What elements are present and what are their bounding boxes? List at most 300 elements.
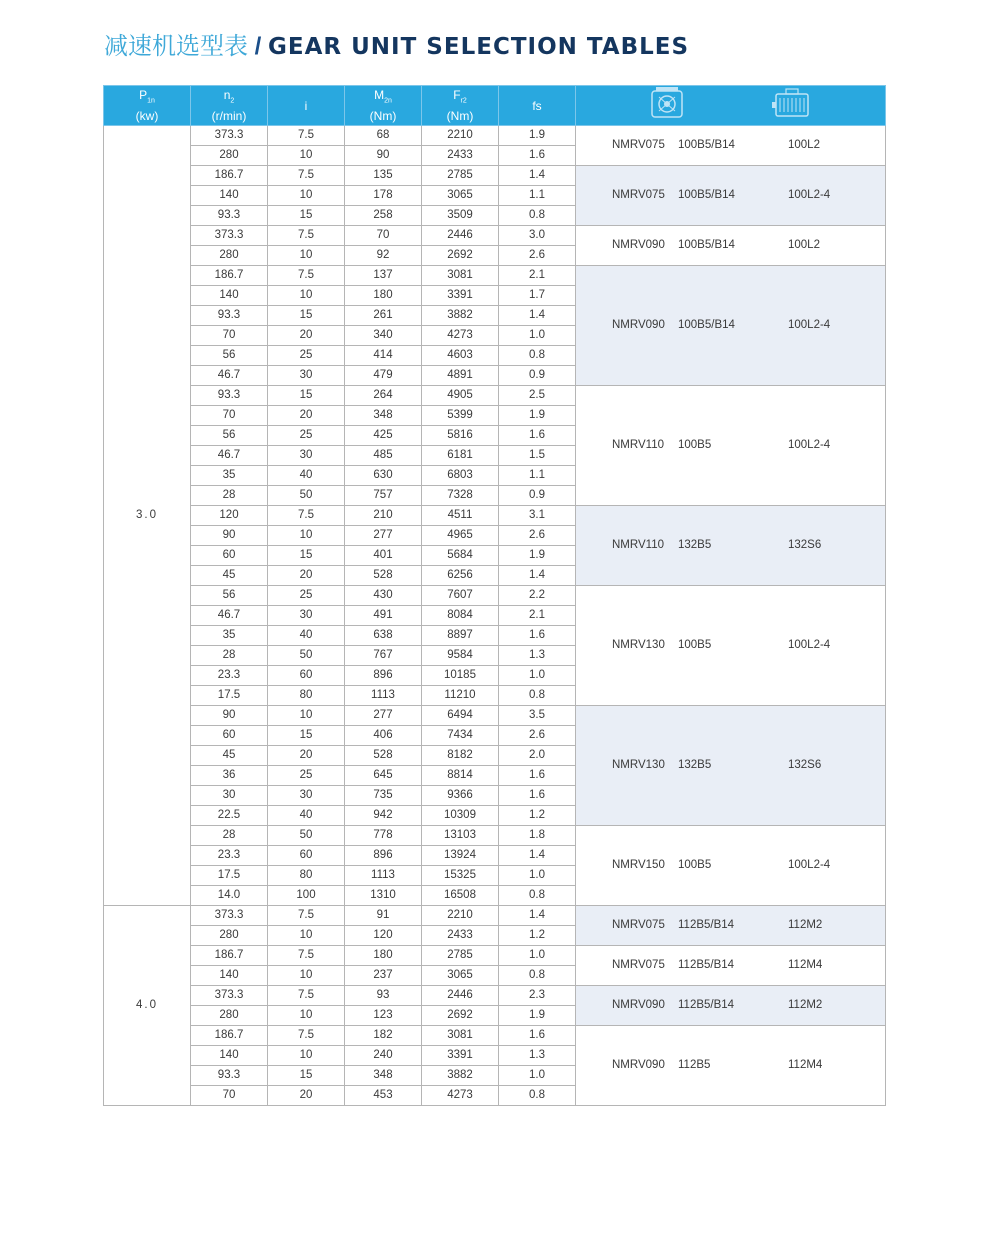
torque-cell: 896: [345, 846, 422, 866]
speed-cell: 56: [191, 346, 268, 366]
radial-load-cell: 4273: [422, 326, 499, 346]
table-row: [104, 226, 886, 246]
flange-code: 100B5/B14: [678, 319, 735, 331]
radial-load-cell: 3391: [422, 286, 499, 306]
radial-load-cell: 2785: [422, 946, 499, 966]
ratio-cell: 50: [268, 646, 345, 666]
torque-cell: 68: [345, 126, 422, 146]
flange-code: 112B5/B14: [678, 999, 735, 1011]
ratio-cell: 10: [268, 926, 345, 946]
speed-cell: 28: [191, 646, 268, 666]
model-code: NMRV130: [612, 759, 665, 771]
ratio-cell: 7.5: [268, 1026, 345, 1046]
service-factor-cell: 2.6: [499, 726, 576, 746]
radial-load-cell: 7328: [422, 486, 499, 506]
ratio-cell: 15: [268, 206, 345, 226]
speed-cell: 17.5: [191, 686, 268, 706]
speed-cell: 93.3: [191, 306, 268, 326]
table-row: [104, 906, 886, 926]
service-factor-cell: 1.6: [499, 626, 576, 646]
torque-cell: 261: [345, 306, 422, 326]
service-factor-cell: 0.8: [499, 1086, 576, 1106]
power-cell: 3.0: [104, 126, 191, 906]
speed-cell: 35: [191, 626, 268, 646]
speed-cell: 93.3: [191, 386, 268, 406]
ratio-cell: 25: [268, 346, 345, 366]
radial-load-cell: 4965: [422, 526, 499, 546]
header-output-speed: $n_2$ (r/min): [191, 86, 268, 126]
ratio-cell: 25: [268, 766, 345, 786]
radial-load-cell: 2692: [422, 1006, 499, 1026]
service-factor-cell: 1.6: [499, 1026, 576, 1046]
title-english: GEAR UNIT SELECTION TABLES: [268, 34, 690, 60]
header-ratio: i: [268, 86, 345, 126]
table-row: [104, 506, 886, 526]
torque-cell: 942: [345, 806, 422, 826]
torque-cell: 120: [345, 926, 422, 946]
ratio-cell: 20: [268, 406, 345, 426]
ratio-cell: 60: [268, 666, 345, 686]
ratio-cell: 7.5: [268, 126, 345, 146]
torque-cell: 414: [345, 346, 422, 366]
torque-cell: 210: [345, 506, 422, 526]
torque-cell: 258: [345, 206, 422, 226]
motor-code: 100L2-4: [788, 439, 831, 451]
ratio-cell: 80: [268, 866, 345, 886]
flange-code: 112B5/B14: [678, 919, 735, 931]
gear-unit-model-cell: [576, 226, 886, 266]
table-row: [104, 166, 886, 186]
speed-cell: 14.0: [191, 886, 268, 906]
speed-cell: 140: [191, 286, 268, 306]
service-factor-cell: 0.9: [499, 366, 576, 386]
ratio-cell: 10: [268, 1006, 345, 1026]
speed-cell: 23.3: [191, 846, 268, 866]
speed-cell: 373.3: [191, 986, 268, 1006]
motor-code: 100L2-4: [788, 319, 831, 331]
ratio-cell: 10: [268, 706, 345, 726]
radial-load-cell: 16508: [422, 886, 499, 906]
table-row: [104, 706, 886, 726]
radial-load-cell: 2433: [422, 146, 499, 166]
speed-cell: 70: [191, 406, 268, 426]
radial-load-cell: 2692: [422, 246, 499, 266]
model-code: NMRV075: [612, 959, 665, 971]
speed-cell: 373.3: [191, 906, 268, 926]
service-factor-cell: 1.5: [499, 446, 576, 466]
service-factor-cell: 1.3: [499, 646, 576, 666]
ratio-cell: 10: [268, 966, 345, 986]
speed-cell: 186.7: [191, 946, 268, 966]
ratio-cell: 30: [268, 446, 345, 466]
ratio-cell: 50: [268, 826, 345, 846]
gear-unit-model-cell: [576, 506, 886, 586]
table-row: [104, 266, 886, 286]
ratio-cell: 20: [268, 566, 345, 586]
model-code: NMRV075: [612, 139, 665, 151]
table-body: [104, 126, 886, 1106]
service-factor-cell: 1.1: [499, 186, 576, 206]
torque-cell: 896: [345, 666, 422, 686]
service-factor-cell: 1.0: [499, 946, 576, 966]
radial-load-cell: 3081: [422, 266, 499, 286]
radial-load-cell: 3882: [422, 1066, 499, 1086]
gear-unit-model-cell: [576, 946, 886, 986]
service-factor-cell: 2.1: [499, 266, 576, 286]
radial-load-cell: 11210: [422, 686, 499, 706]
flange-code: 100B5: [678, 439, 712, 451]
radial-load-cell: 5399: [422, 406, 499, 426]
table-row: [104, 586, 886, 606]
model-code: NMRV150: [612, 859, 665, 871]
speed-cell: 373.3: [191, 226, 268, 246]
torque-cell: 277: [345, 706, 422, 726]
speed-cell: 28: [191, 486, 268, 506]
speed-cell: 93.3: [191, 206, 268, 226]
radial-load-cell: 15325: [422, 866, 499, 886]
service-factor-cell: 1.7: [499, 286, 576, 306]
radial-load-cell: 4905: [422, 386, 499, 406]
torque-cell: 137: [345, 266, 422, 286]
torque-cell: 240: [345, 1046, 422, 1066]
flange-code: 100B5/B14: [678, 139, 735, 151]
motor-code: 112M4: [788, 959, 823, 971]
ratio-cell: 7.5: [268, 166, 345, 186]
motor-code: 100L2: [788, 239, 820, 251]
speed-cell: 186.7: [191, 266, 268, 286]
speed-cell: 56: [191, 426, 268, 446]
title-chinese: 减速机选型表: [104, 32, 248, 60]
model-code: NMRV130: [612, 639, 665, 651]
flange-code: 100B5: [678, 639, 712, 651]
torque-cell: 348: [345, 1066, 422, 1086]
radial-load-cell: 3882: [422, 306, 499, 326]
torque-cell: 528: [345, 746, 422, 766]
torque-cell: 406: [345, 726, 422, 746]
ratio-cell: 7.5: [268, 906, 345, 926]
motor-icon: [772, 87, 812, 124]
speed-cell: 46.7: [191, 446, 268, 466]
torque-cell: 277: [345, 526, 422, 546]
flange-code: 100B5/B14: [678, 189, 735, 201]
motor-code: 112M2: [788, 999, 823, 1011]
ratio-cell: 60: [268, 846, 345, 866]
model-code: NMRV090: [612, 239, 665, 251]
radial-load-cell: 2785: [422, 166, 499, 186]
service-factor-cell: 2.6: [499, 526, 576, 546]
service-factor-cell: 0.9: [499, 486, 576, 506]
ratio-cell: 15: [268, 386, 345, 406]
torque-cell: 180: [345, 286, 422, 306]
service-factor-cell: 2.1: [499, 606, 576, 626]
service-factor-cell: 1.1: [499, 466, 576, 486]
torque-cell: 491: [345, 606, 422, 626]
table-row: [104, 826, 886, 846]
torque-cell: 92: [345, 246, 422, 266]
speed-cell: 70: [191, 1086, 268, 1106]
speed-cell: 28: [191, 826, 268, 846]
torque-cell: 757: [345, 486, 422, 506]
service-factor-cell: 1.3: [499, 1046, 576, 1066]
header-output-torque: $M_{2n}$ (Nm): [345, 86, 422, 126]
torque-cell: 778: [345, 826, 422, 846]
table-row: [104, 946, 886, 966]
radial-load-cell: 8084: [422, 606, 499, 626]
flange-code: 112B5: [678, 1059, 711, 1071]
torque-cell: 182: [345, 1026, 422, 1046]
motor-code: 100L2-4: [788, 859, 831, 871]
ratio-cell: 80: [268, 686, 345, 706]
power-cell: 4.0: [104, 906, 191, 1106]
service-factor-cell: 1.6: [499, 766, 576, 786]
radial-load-cell: 13103: [422, 826, 499, 846]
torque-cell: 430: [345, 586, 422, 606]
torque-cell: 528: [345, 566, 422, 586]
torque-cell: 1113: [345, 686, 422, 706]
speed-cell: 140: [191, 966, 268, 986]
torque-cell: 1310: [345, 886, 422, 906]
service-factor-cell: 2.3: [499, 986, 576, 1006]
service-factor-cell: 1.9: [499, 126, 576, 146]
table-row: [104, 386, 886, 406]
radial-load-cell: 6494: [422, 706, 499, 726]
ratio-cell: 40: [268, 626, 345, 646]
gear-unit-model-cell: [576, 166, 886, 226]
ratio-cell: 7.5: [268, 506, 345, 526]
speed-cell: 373.3: [191, 126, 268, 146]
radial-load-cell: 7607: [422, 586, 499, 606]
radial-load-cell: 5684: [422, 546, 499, 566]
torque-cell: 93: [345, 986, 422, 1006]
speed-cell: 186.7: [191, 1026, 268, 1046]
torque-cell: 178: [345, 186, 422, 206]
speed-cell: 60: [191, 726, 268, 746]
ratio-cell: 25: [268, 586, 345, 606]
ratio-cell: 40: [268, 466, 345, 486]
ratio-cell: 10: [268, 1046, 345, 1066]
header-service-factor: fs: [499, 86, 576, 126]
ratio-cell: 30: [268, 786, 345, 806]
service-factor-cell: 3.0: [499, 226, 576, 246]
table-row: [104, 986, 886, 1006]
speed-cell: 70: [191, 326, 268, 346]
radial-load-cell: 2433: [422, 926, 499, 946]
radial-load-cell: 3065: [422, 966, 499, 986]
service-factor-cell: 0.8: [499, 346, 576, 366]
speed-cell: 186.7: [191, 166, 268, 186]
radial-load-cell: 9584: [422, 646, 499, 666]
model-code: NMRV090: [612, 999, 665, 1011]
motor-code: 132S6: [788, 539, 822, 551]
radial-load-cell: 2446: [422, 226, 499, 246]
header-icons: [576, 86, 886, 126]
service-factor-cell: 1.4: [499, 846, 576, 866]
radial-load-cell: 4603: [422, 346, 499, 366]
ratio-cell: 7.5: [268, 986, 345, 1006]
ratio-cell: 40: [268, 806, 345, 826]
worm-gearbox-icon: [649, 87, 685, 124]
torque-cell: 123: [345, 1006, 422, 1026]
gear-selection-table: [103, 85, 886, 1106]
radial-load-cell: 5816: [422, 426, 499, 446]
table-header-row: [104, 86, 886, 126]
radial-load-cell: 3391: [422, 1046, 499, 1066]
header-power: $P_{1n}$ (kw): [104, 86, 191, 126]
torque-cell: 638: [345, 626, 422, 646]
ratio-cell: 25: [268, 426, 345, 446]
speed-cell: 93.3: [191, 1066, 268, 1086]
ratio-cell: 7.5: [268, 946, 345, 966]
gear-unit-model-cell: [576, 906, 886, 946]
speed-cell: 30: [191, 786, 268, 806]
table-row: [104, 126, 886, 146]
gear-unit-model-cell: [576, 986, 886, 1026]
table-row: [104, 1026, 886, 1046]
model-code: NMRV075: [612, 189, 665, 201]
torque-cell: 630: [345, 466, 422, 486]
ratio-cell: 15: [268, 726, 345, 746]
radial-load-cell: 8897: [422, 626, 499, 646]
radial-load-cell: 9366: [422, 786, 499, 806]
ratio-cell: 10: [268, 146, 345, 166]
service-factor-cell: 1.0: [499, 866, 576, 886]
radial-load-cell: 6181: [422, 446, 499, 466]
radial-load-cell: 4891: [422, 366, 499, 386]
ratio-cell: 20: [268, 326, 345, 346]
torque-cell: 453: [345, 1086, 422, 1106]
gear-unit-model-cell: [576, 266, 886, 386]
flange-code: 112B5/B14: [678, 959, 735, 971]
speed-cell: 280: [191, 926, 268, 946]
speed-cell: 90: [191, 526, 268, 546]
radial-load-cell: 6803: [422, 466, 499, 486]
title-separator: /: [254, 33, 262, 60]
speed-cell: 140: [191, 1046, 268, 1066]
gear-unit-model-cell: [576, 586, 886, 706]
radial-load-cell: 10185: [422, 666, 499, 686]
radial-load-cell: 3081: [422, 1026, 499, 1046]
flange-code: 100B5: [678, 859, 712, 871]
service-factor-cell: 2.2: [499, 586, 576, 606]
ratio-cell: 20: [268, 746, 345, 766]
service-factor-cell: 0.8: [499, 886, 576, 906]
torque-cell: 479: [345, 366, 422, 386]
ratio-cell: 30: [268, 366, 345, 386]
speed-cell: 140: [191, 186, 268, 206]
torque-cell: 1113: [345, 866, 422, 886]
radial-load-cell: 8814: [422, 766, 499, 786]
ratio-cell: 10: [268, 246, 345, 266]
ratio-cell: 100: [268, 886, 345, 906]
ratio-cell: 15: [268, 1066, 345, 1086]
service-factor-cell: 0.8: [499, 686, 576, 706]
service-factor-cell: 1.4: [499, 166, 576, 186]
ratio-cell: 10: [268, 186, 345, 206]
gear-unit-model-cell: [576, 826, 886, 906]
motor-code: 112M4: [788, 1059, 823, 1071]
service-factor-cell: 0.8: [499, 206, 576, 226]
service-factor-cell: 1.4: [499, 306, 576, 326]
service-factor-cell: 0.8: [499, 966, 576, 986]
gear-unit-model-cell: [576, 1026, 886, 1106]
radial-load-cell: 2446: [422, 986, 499, 1006]
model-code: NMRV075: [612, 919, 665, 931]
service-factor-cell: 1.6: [499, 426, 576, 446]
radial-load-cell: 2210: [422, 126, 499, 146]
model-code: NMRV110: [612, 539, 664, 551]
service-factor-cell: 3.1: [499, 506, 576, 526]
ratio-cell: 20: [268, 1086, 345, 1106]
torque-cell: 264: [345, 386, 422, 406]
service-factor-cell: 1.2: [499, 806, 576, 826]
motor-code: 112M2: [788, 919, 823, 931]
service-factor-cell: 1.8: [499, 826, 576, 846]
service-factor-cell: 1.0: [499, 1066, 576, 1086]
torque-cell: 91: [345, 906, 422, 926]
speed-cell: 280: [191, 146, 268, 166]
model-code: NMRV110: [612, 439, 664, 451]
torque-cell: 425: [345, 426, 422, 446]
radial-load-cell: 7434: [422, 726, 499, 746]
radial-load-cell: 3509: [422, 206, 499, 226]
radial-load-cell: 2210: [422, 906, 499, 926]
ratio-cell: 15: [268, 306, 345, 326]
radial-load-cell: 8182: [422, 746, 499, 766]
service-factor-cell: 1.9: [499, 406, 576, 426]
radial-load-cell: 6256: [422, 566, 499, 586]
ratio-cell: 7.5: [268, 266, 345, 286]
header-radial-load: $F_{r2}$ (Nm): [422, 86, 499, 126]
speed-cell: 23.3: [191, 666, 268, 686]
radial-load-cell: 4511: [422, 506, 499, 526]
radial-load-cell: 4273: [422, 1086, 499, 1106]
speed-cell: 17.5: [191, 866, 268, 886]
ratio-cell: 10: [268, 526, 345, 546]
torque-cell: 340: [345, 326, 422, 346]
gear-unit-model-cell: [576, 706, 886, 826]
speed-cell: 22.5: [191, 806, 268, 826]
service-factor-cell: 2.0: [499, 746, 576, 766]
motor-code: 100L2: [788, 139, 820, 151]
speed-cell: 280: [191, 1006, 268, 1026]
model-code: NMRV090: [612, 319, 665, 331]
motor-code: 100L2-4: [788, 189, 831, 201]
speed-cell: 60: [191, 546, 268, 566]
torque-cell: 348: [345, 406, 422, 426]
flange-code: 132B5: [678, 539, 712, 551]
service-factor-cell: 2.5: [499, 386, 576, 406]
speed-cell: 46.7: [191, 606, 268, 626]
torque-cell: 237: [345, 966, 422, 986]
radial-load-cell: 10309: [422, 806, 499, 826]
model-code: NMRV090: [612, 1059, 665, 1071]
speed-cell: 56: [191, 586, 268, 606]
radial-load-cell: 3065: [422, 186, 499, 206]
service-factor-cell: 1.4: [499, 566, 576, 586]
flange-code: 132B5: [678, 759, 712, 771]
service-factor-cell: 3.5: [499, 706, 576, 726]
ratio-cell: 30: [268, 606, 345, 626]
speed-cell: 46.7: [191, 366, 268, 386]
torque-cell: 645: [345, 766, 422, 786]
torque-cell: 70: [345, 226, 422, 246]
service-factor-cell: 1.9: [499, 1006, 576, 1026]
motor-code: 100L2-4: [788, 639, 831, 651]
ratio-cell: 50: [268, 486, 345, 506]
speed-cell: 45: [191, 746, 268, 766]
speed-cell: 280: [191, 246, 268, 266]
torque-cell: 135: [345, 166, 422, 186]
